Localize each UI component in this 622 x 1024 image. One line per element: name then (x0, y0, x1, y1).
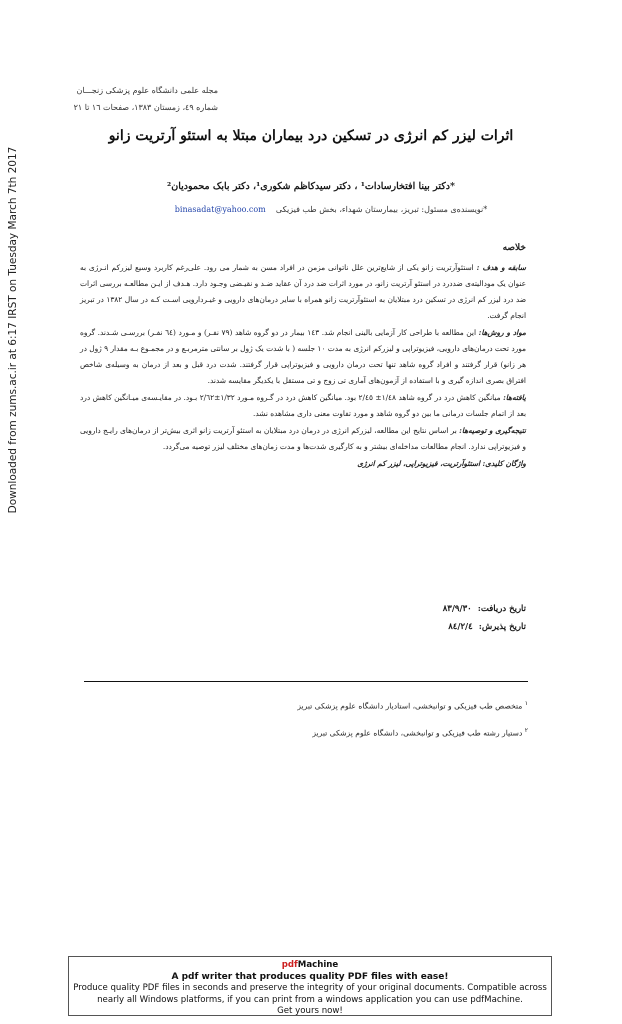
footnote-text: متخصص طب فیزیکی و توانبخشی، استادیار دانشگاه علوم پزشکی تبریز (297, 701, 523, 711)
results-text: میانگین کاهش درد در گروه شاهد ١/٤٨± ٢/٤٥ بود. میانگین کاهش درد در گـروه مـورد ١/٣٢±٢/٦٢ بـود. در مقایـسه‌ی میـانگین کاهش درد بعد از اتمام جلسات درمانی ما بین دو گروه شاهد و مورد تفاوت معنی داری مشاهده نشد. (80, 393, 526, 418)
accepted-label: تاریخ پذیرش: (478, 622, 526, 632)
abstract-background (80, 260, 526, 324)
conclusion-text: بر اساس نتایج این مطالعه، لیزرکم انرژی در درمان درد مبتلایان به استئو آرتریت زانو اثری بیش‌تر از درمان‌های رایـج دارویی و فیزیوتراپی ندارد. انجام مطالعات مداخله‌ای بیشتر و به کارگیری شدت‌ها و مدت زمان‌های مختلف لیزر توصیه می‌گردد. (80, 426, 526, 451)
footnotes (84, 692, 528, 745)
corresponding-author (150, 205, 512, 214)
footnote-mark: ١ (524, 700, 528, 707)
corresponding-address: *نویسنده‌ی مسئول: تبریز، بیمارستان شهداء، بخش طب فیزیکی (275, 205, 488, 214)
footnote-divider (84, 681, 528, 682)
results-label: یافته‌ها: (503, 393, 526, 402)
journal-header (18, 82, 218, 116)
methods-text: این مطالعه با طراحی کار آزمایی بالینی انجام شد. ١٤٣ بیمار در دو گروه شاهد (٧٩ نفـر) و مـورد (٦٤ نفـر) بررسـی شـدند. گروه مورد تحت درمان‌های دارویی، فیزیوتراپی و لیزرکم انرژی به مدت ١٠ جلسه ( با شدت یک ژول بر سانتی مترمربـع و در مجمـوع بـه مقدار ٩ ژول در هر زانو) قرار گرفتند و افراد گروه شاهد تنها تحت درمان دارویی و فیزیوتراپی قرار گرفتند. شدت درد قبل و بعد از درمان به وسیله‌ی شاخص افتراق بصری اندازه گیری و با استفاده از آزمون‌های آماری تی زوج و تی مستقل با یکدیگر مقایسه شدند. (80, 328, 526, 385)
banner-line: nearly all Windows platforms, if you can print from a windows application you can use pdfMachine. (97, 994, 523, 1005)
journal-issue: شماره ٤٩، زمستان ١٣٨٣، صفحات ١٦ تا ٢١ (73, 103, 218, 112)
article-title: اثرات لیزر کم انرژی در تسکین درد بیماران مبتلا به استئو آرتریت زانو (108, 128, 514, 144)
abstract-conclusion (80, 423, 526, 455)
banner-cta[interactable]: Get yours now! (277, 1006, 343, 1016)
accepted-value: ٨٤/٢/٤ (448, 622, 473, 632)
dates-block (300, 600, 526, 636)
abstract-heading: خلاصه (502, 243, 526, 253)
abstract-methods (80, 325, 526, 389)
conclusion-label: نتیجه‌گیری و توصیه‌ها: (459, 426, 526, 435)
email-link[interactable]: binasadat@yahoo.com (174, 205, 266, 214)
logo-machine: Machine (297, 960, 339, 970)
background-text: استئوآرتریت زانو یکی از شایع‌ترین علل ناتوانی مزمن در افراد مسن به شمار می رود. علی‌رغم کاربرد وسیع لیزرکم انـرژی به عنوان یک مودالیته‌ی ضددرد در استئو آرتریت زانو، در مورد اثرات ضد درد آن عقاید ضـد و نقیـضی وجـود دارد. هـدف از ایـن مطالعـه بررسی اثرات ضد درد لیزر کم انرژی در تسکین درد مبتلایان به استئوآرتریت زانو همراه با سایر درمان‌های دارویی و غیـردارویی اسـت کـه در سال ١٣٨٢ در تبریز انجام گرفت. (80, 263, 526, 320)
footnote-item (84, 719, 528, 746)
abstract-keywords (80, 456, 526, 472)
footnote-mark: ٢ (524, 726, 528, 734)
logo-pdf: pdf (281, 960, 298, 970)
journal-name: مجله علمی دانشگاه علوم پزشکی زنجـــان (76, 86, 218, 95)
pdfmachine-banner[interactable] (68, 956, 552, 1016)
abstract-results (80, 390, 526, 422)
banner-line: Produce quality PDF files in seconds and preserve the integrity of your original documents. Compatible across (73, 983, 547, 993)
background-label: سابقه و هدف : (476, 263, 526, 272)
accepted-date-row (300, 618, 526, 636)
footnote-text: دستیار رشته طب فیزیکی و توانبخشی، دانشگاه علوم پزشکی تبریز (312, 728, 523, 738)
received-value: ٨٣/٩/٣٠ (442, 604, 472, 614)
download-watermark-text: Downloaded from zums.ac.ir at 6:17 IRST on Tuesday March 7th 2017 (7, 146, 19, 514)
keywords-text: استئوآرتریت، فیزیوتراپی، لیزر کم انرژی (357, 459, 481, 468)
received-date-row (300, 600, 526, 618)
received-label: تاریخ دریافت: (477, 604, 526, 614)
abstract-section (80, 240, 526, 473)
keywords-label: واژگان کلیدی: (482, 459, 526, 468)
banner-tagline: A pdf writer that produces quality PDF files with ease! (171, 971, 449, 982)
methods-label: مواد و روش‌ها: (478, 328, 526, 337)
author-list: *دکتر بینا افتخارسادات¹ ، دکتر سیدکاظم شکوری¹، دکتر بابک محمودیان² (167, 181, 455, 192)
pdfmachine-logo (69, 960, 551, 972)
download-watermark (6, 120, 20, 540)
footnote-item (84, 692, 528, 719)
